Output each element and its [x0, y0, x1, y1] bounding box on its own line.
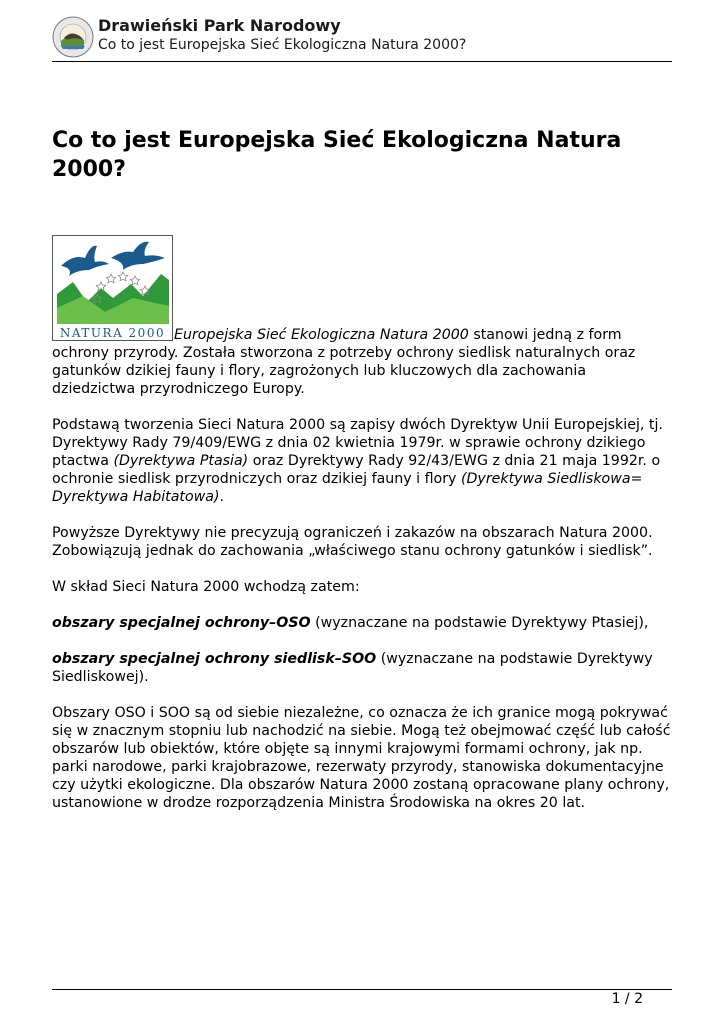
- paragraph-obligations: Powyższe Dyrektywy nie precyzują ograniczeń i zakazów na obszarach Natura 2000. Zobowiązują jednak do zachowania „właściwego stanu ochrony gatunków i siedlisk”.: [52, 525, 653, 559]
- park-logo-icon: [52, 16, 94, 58]
- directive-bird-name: (Dyrektywa Ptasia): [113, 453, 249, 469]
- intro-text: stanowi jedną z form ochrony przyrody. Została stworzona z potrzeby ochrony siedlisk naturalnych oraz gatunków dzikiej fauny i flory, zagrożonych lub kluczowych dla zachowania dziedzictwa przyrodniczego Europy.: [52, 327, 636, 397]
- footer-divider: [52, 989, 672, 990]
- soo-description: (wyznaczane na podstawie Dyrektywy Siedliskowej).: [52, 651, 653, 685]
- page-number: 1 / 2: [611, 991, 643, 1007]
- natura-logo-caption: NATURA 2000: [59, 326, 166, 340]
- list-item-soo: [52, 650, 672, 686]
- page-header: [52, 14, 672, 60]
- directives-text-2: oraz Dyrektywy Rady 92/43/EWG z dnia 21 maja 1992r. o ochronie siedlisk przyrodniczych oraz dzikiej fauny i flory: [52, 453, 661, 487]
- directives-text-end: .: [219, 489, 225, 505]
- directives-text-1: Podstawą tworzenia Sieci Natura 2000 są zapisy dwóch Dyrektyw Unii Europejskiej, tj. Dyrektywy Rady 79/409/EWG z dnia 02 kwietnia 1979r. w sprawie ochrony dzikiego ptactwa: [52, 417, 663, 469]
- header-divider: [52, 61, 672, 62]
- oso-term: obszary specjalnej ochrony–OSO: [52, 615, 311, 631]
- article-body: [52, 326, 672, 830]
- paragraph-independence: Obszary OSO i SOO są od siebie niezależne, co oznacza że ich granice mogą pokrywać się w znacznym stopniu lub nachodzić na siebie. Mogą też obejmować część lub całość obszarów lub obiektów, które objęte są innymi krajowymi formami ochrony, jak np. parki narodowe, parki krajobrazowe, rezerwaty przyrody, stanowiska dokumentacyjne czy użytki ekologiczne. Dla obszarów Natura 2000 zostaną opracowane plany ochrony, ustanowione w drodze rozporządzenia Ministra Środowiska na okres 20 lat.: [52, 705, 671, 811]
- soo-term: obszary specjalnej ochrony siedlisk–SOO: [52, 651, 377, 667]
- natura-2000-logo-icon: [53, 236, 172, 340]
- list-item-oso: [52, 614, 672, 632]
- header-subtitle: Co to jest Europejska Sieć Ekologiczna Natura 2000?: [98, 37, 467, 53]
- paragraph-composition: W skład Sieci Natura 2000 wchodzą zatem:: [52, 579, 360, 595]
- paragraph-intro: [52, 326, 672, 398]
- site-name: Drawieński Park Narodowy: [98, 16, 341, 35]
- intro-emphasis: Europejska Sieć Ekologiczna Natura 2000: [174, 327, 469, 343]
- oso-description: (wyznaczane na podstawie Dyrektywy Ptasiej),: [310, 615, 649, 631]
- page-title: Co to jest Europejska Sieć Ekologiczna Natura 2000?: [52, 128, 622, 182]
- paragraph-directives: [52, 416, 672, 506]
- directive-habitat-name: (Dyrektywa Siedliskowa= Dyrektywa Habitatowa): [52, 471, 643, 505]
